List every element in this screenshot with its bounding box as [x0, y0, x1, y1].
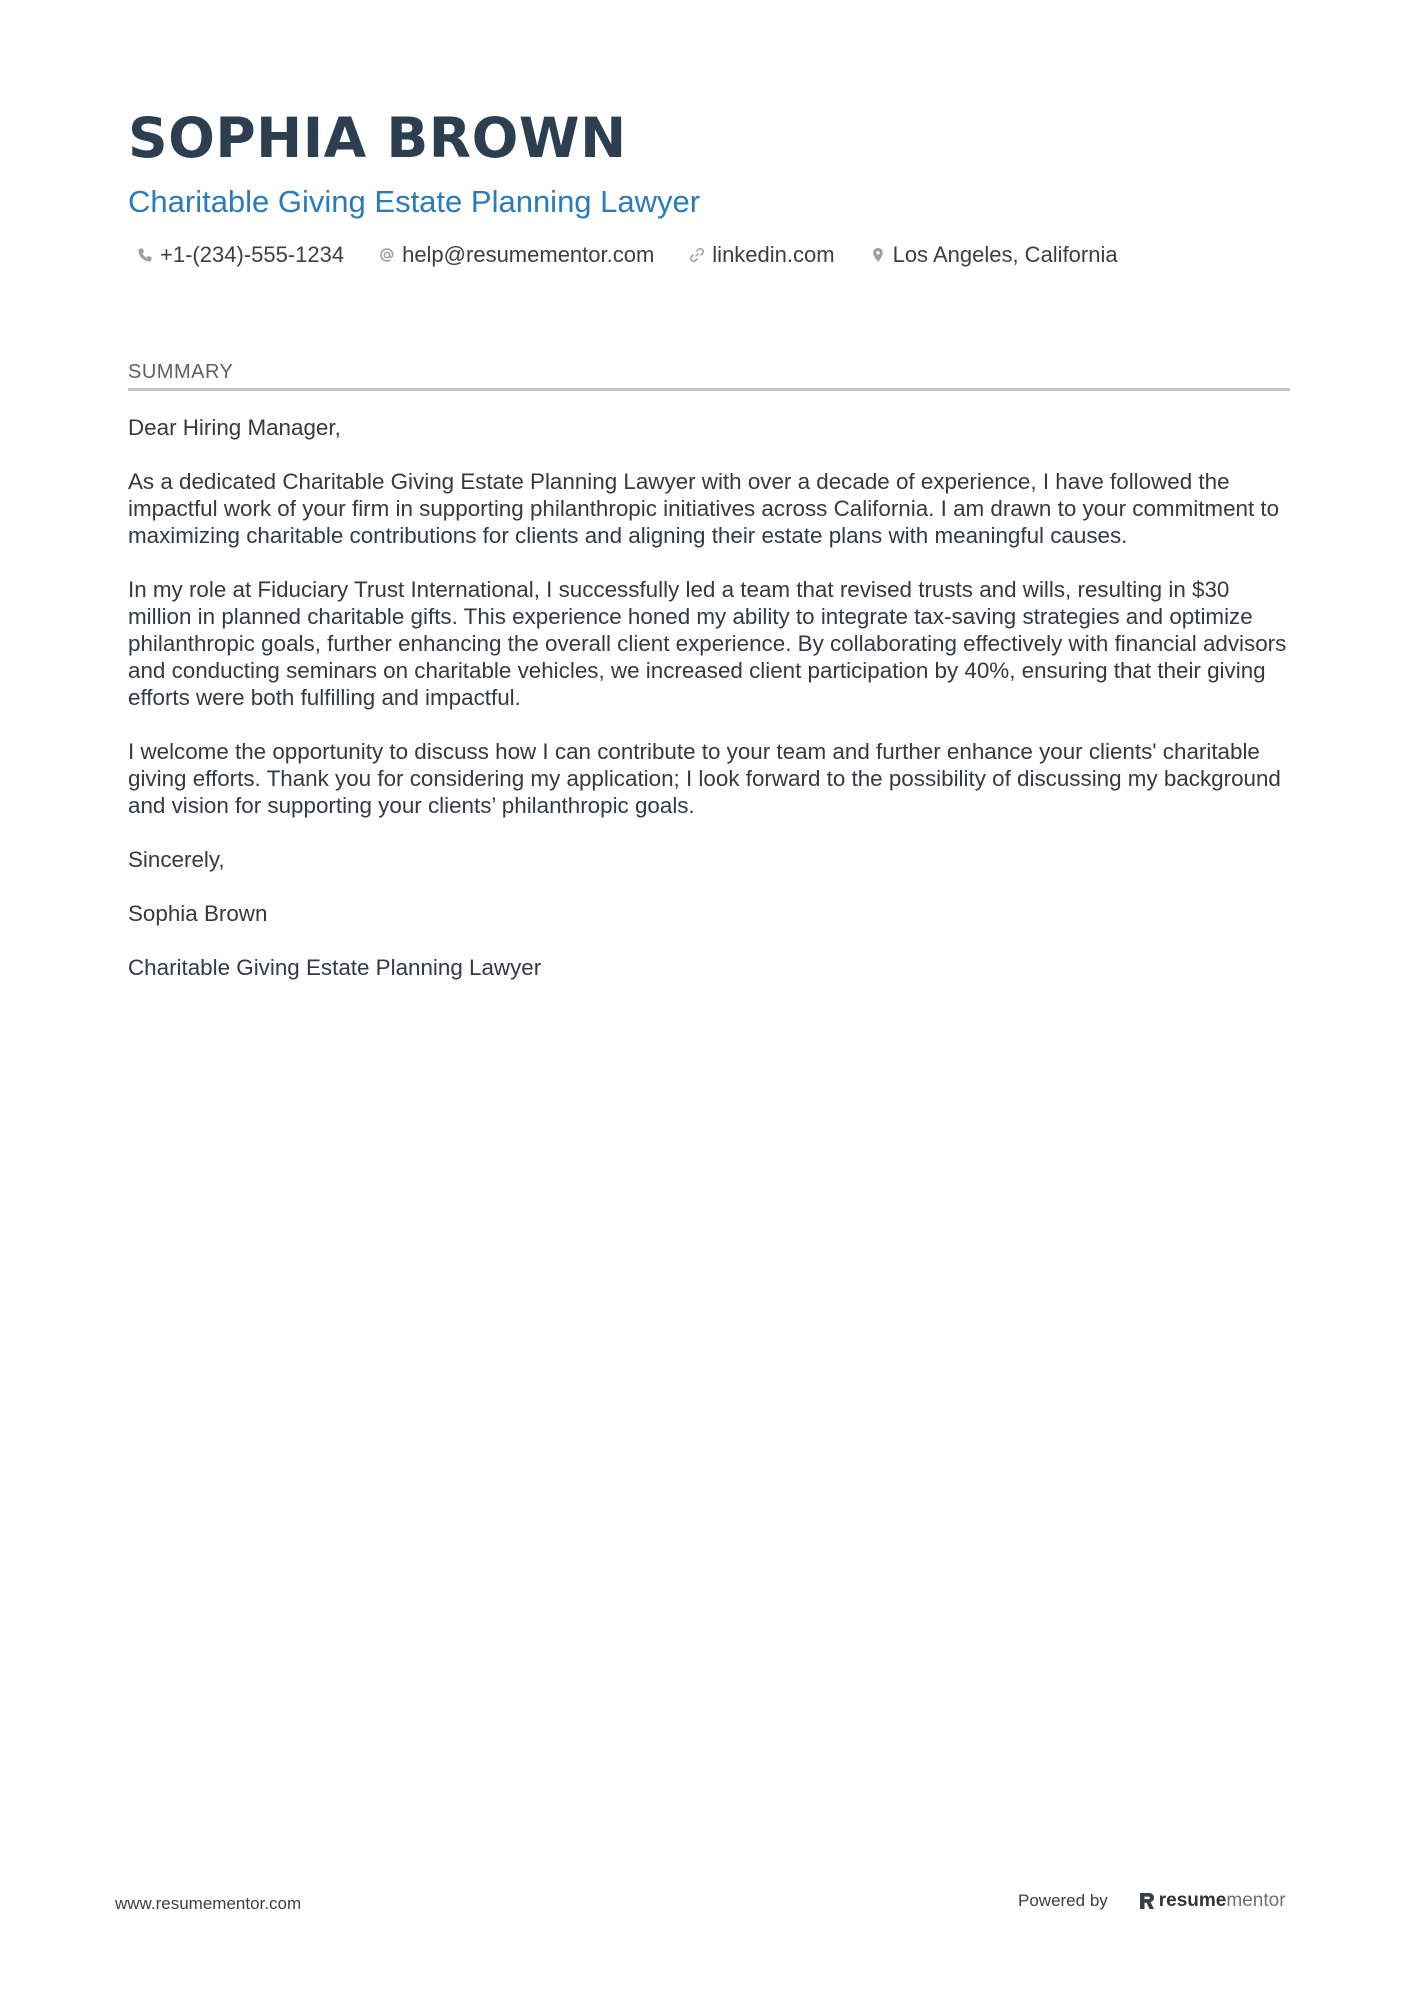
letter-paragraph-1: As a dedicated Charitable Giving Estate Planning Lawyer with over a decade of experience, I have followed the impactful work of your firm in supporting philanthropic initiatives across California. I am drawn to your commitment to maximizing charitable contributions for clients and aligning their estate plans with meaningful causes. [128, 469, 1280, 548]
phone-text: +1-(234)-555-1234 [160, 241, 345, 267]
candidate-name: SOPHIA BROWN [128, 106, 627, 170]
letter-closing: Sincerely, [128, 847, 225, 872]
email-text[interactable]: help@resumementor.com [402, 241, 655, 267]
letter-greeting: Dear Hiring Manager, [128, 415, 341, 440]
letter-body [128, 414, 1293, 1008]
at-icon [378, 246, 396, 264]
powered-by-label: Powered by [1018, 1891, 1108, 1910]
signature-title: Charitable Giving Estate Planning Lawyer [128, 955, 542, 980]
map-pin-icon [869, 246, 887, 264]
letter-paragraph-2: In my role at Fiduciary Trust International, I successfully led a team that revised trusts and wills, resulting in $30 million in planned charitable gifts. This experience honed my ability to integrate tax-saving strategies and optimize philanthropic goals, further enhancing the overall client experience. By collaborating effectively with financial advisors and conducting seminars on charitable vehicles, we increased client participation by 40%, ensuring that their giving efforts were both fulfilling and impactful. [128, 577, 1287, 710]
location-text: Los Angeles, California [892, 241, 1118, 267]
brand-logo[interactable] [1138, 1890, 1286, 1912]
link-icon [688, 246, 706, 264]
letter-paragraph-3: I welcome the opportunity to discuss how I can contribute to your team and further enhance your clients' charitable giving efforts. Thank you for considering my application; I look forward to the possibility of discussing my background and vision for supporting your clients’ philanthropic goals. [128, 739, 1281, 818]
footer-website[interactable]: www.resumementor.com [115, 1894, 302, 1913]
phone-icon [136, 246, 154, 264]
contact-email [370, 242, 654, 268]
contact-website [680, 242, 834, 268]
contact-bar [128, 242, 1288, 268]
header [128, 108, 1288, 268]
footer-branding [1018, 1890, 1286, 1912]
resumementor-logo-icon [1138, 1891, 1156, 1911]
website-text[interactable]: linkedin.com [712, 241, 835, 267]
candidate-title: Charitable Giving Estate Planning Lawyer [128, 183, 701, 219]
signature-name: Sophia Brown [128, 901, 268, 926]
brand-name-bold: resume [1158, 1890, 1227, 1911]
contact-phone [128, 242, 344, 268]
summary-heading: SUMMARY [128, 361, 1290, 391]
contact-location [861, 242, 1118, 268]
brand-name-light: mentor [1226, 1890, 1286, 1911]
